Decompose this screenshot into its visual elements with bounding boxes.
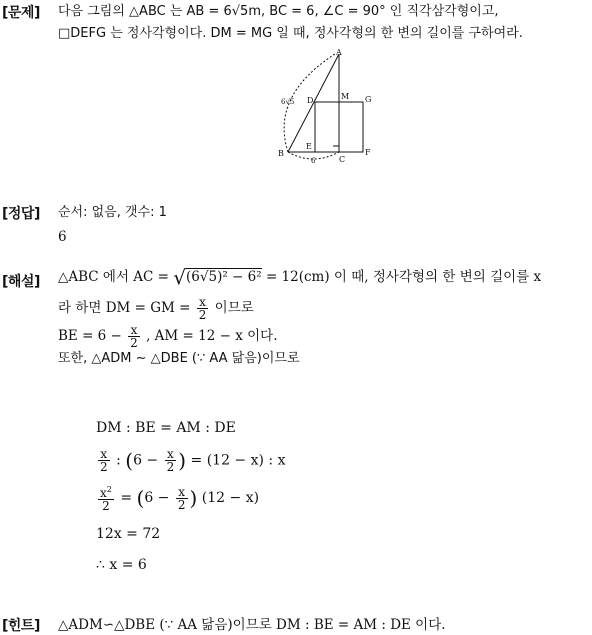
fraction-num: x [128,324,140,337]
expl-l1-end: = 12(cm) 이 때, 정사각형의 한 변의 길이를 x [261,269,542,285]
eq2-fraction-b [165,448,177,473]
label-g: G [365,95,372,104]
equation-1: DM : BE = AM : DE [96,420,236,436]
expl-l1-sqrt: (6√5)² − 6² [186,269,262,285]
fraction-den: 2 [177,497,186,512]
label-b: B [278,149,284,158]
problem-line-2: □DEFG 는 정사각형이다. DM = MG 일 때, 정사각형의 한 변의 길이를 구하여라. [58,26,523,41]
answer-line-1: 순서: 없음, 갯수: 1 [58,205,167,220]
explanation-line-3 [58,324,278,349]
fraction-num: x [176,486,188,499]
label-c: C [339,155,346,164]
explanation-line-4: 또한, △ADM ∼ △DBE (∵ AA 닮음)이므로 [58,351,300,366]
equation-4: 12x = 72 [96,526,161,542]
expl-l2-end: 이므로 [210,300,254,316]
eq2-rhs: = (12 − x) : x [186,452,286,469]
fraction-num: x [197,296,209,309]
equation-3: $\frac{x^2}{2}$ = (6 − $\frac{x}{2}$ ) (12 − x) [100,484,260,513]
hint-text: △ADM∽△DBE (∵ AA 닮음)이므로 DM : BE = AM : DE 이다. [58,617,446,633]
label-e: E [306,142,312,151]
expl-l1-start: △ABC 에서 AC = [58,269,174,285]
triangle-square-figure [275,46,385,166]
fraction-den: 2 [102,499,110,513]
equation-2: $\frac{x}{2}$ : (6 − $\frac{x}{2}$ ) = (12 − x) : x [100,447,286,474]
fraction-den: 2 [100,460,108,474]
label-d: D [307,96,314,105]
fraction-den: 2 [130,336,138,350]
label-m: M [341,92,350,101]
fraction-den: 2 [198,308,207,322]
eq3-fraction-b [176,486,188,511]
fraction-num: x [98,448,110,461]
fraction-x-over-2 [197,296,209,321]
label-f: F [365,148,371,157]
eq3-rhs: (12 − x) [201,490,260,506]
answer-value: 6 [58,229,67,245]
expl-l2-start: 라 하면 DM = GM = [58,300,195,316]
problem-tag: [문제] [2,5,40,21]
problem-line-1: 다음 그림의 △ABC 는 AB = 6√5m, BC = 6, ∠C = 90° 인 직각삼각형이고, [58,4,499,19]
label-a: A [336,48,342,57]
explanation-tag: [해설] [2,274,40,290]
fraction-num: x [165,448,177,461]
segment-ab [288,54,339,152]
label-ab-length: 6√5 [281,98,295,106]
hint-tag: [힌트] [2,618,40,634]
expl-l3-start: BE = 6 − [58,328,127,344]
answer-tag: [정답] [2,206,40,222]
explanation-line-2 [58,296,254,321]
explanation-line-1: △ABC 에서 AC = √(6√5)² − 6² = 12(cm) 이 때, 정사각형의 한 변의 길이를 x [58,265,542,290]
expl-l3-end: , AM = 12 − x 이다. [141,328,278,344]
equation-5: ∴ x = 6 [96,557,147,573]
label-bc-length: 6 [311,157,316,165]
fraction-den: 2 [166,460,175,474]
eq3-fraction: $\frac{x^2}{2}$ [100,485,112,513]
eq2-fraction [98,448,110,473]
fraction-x-over-2-b [128,324,140,349]
